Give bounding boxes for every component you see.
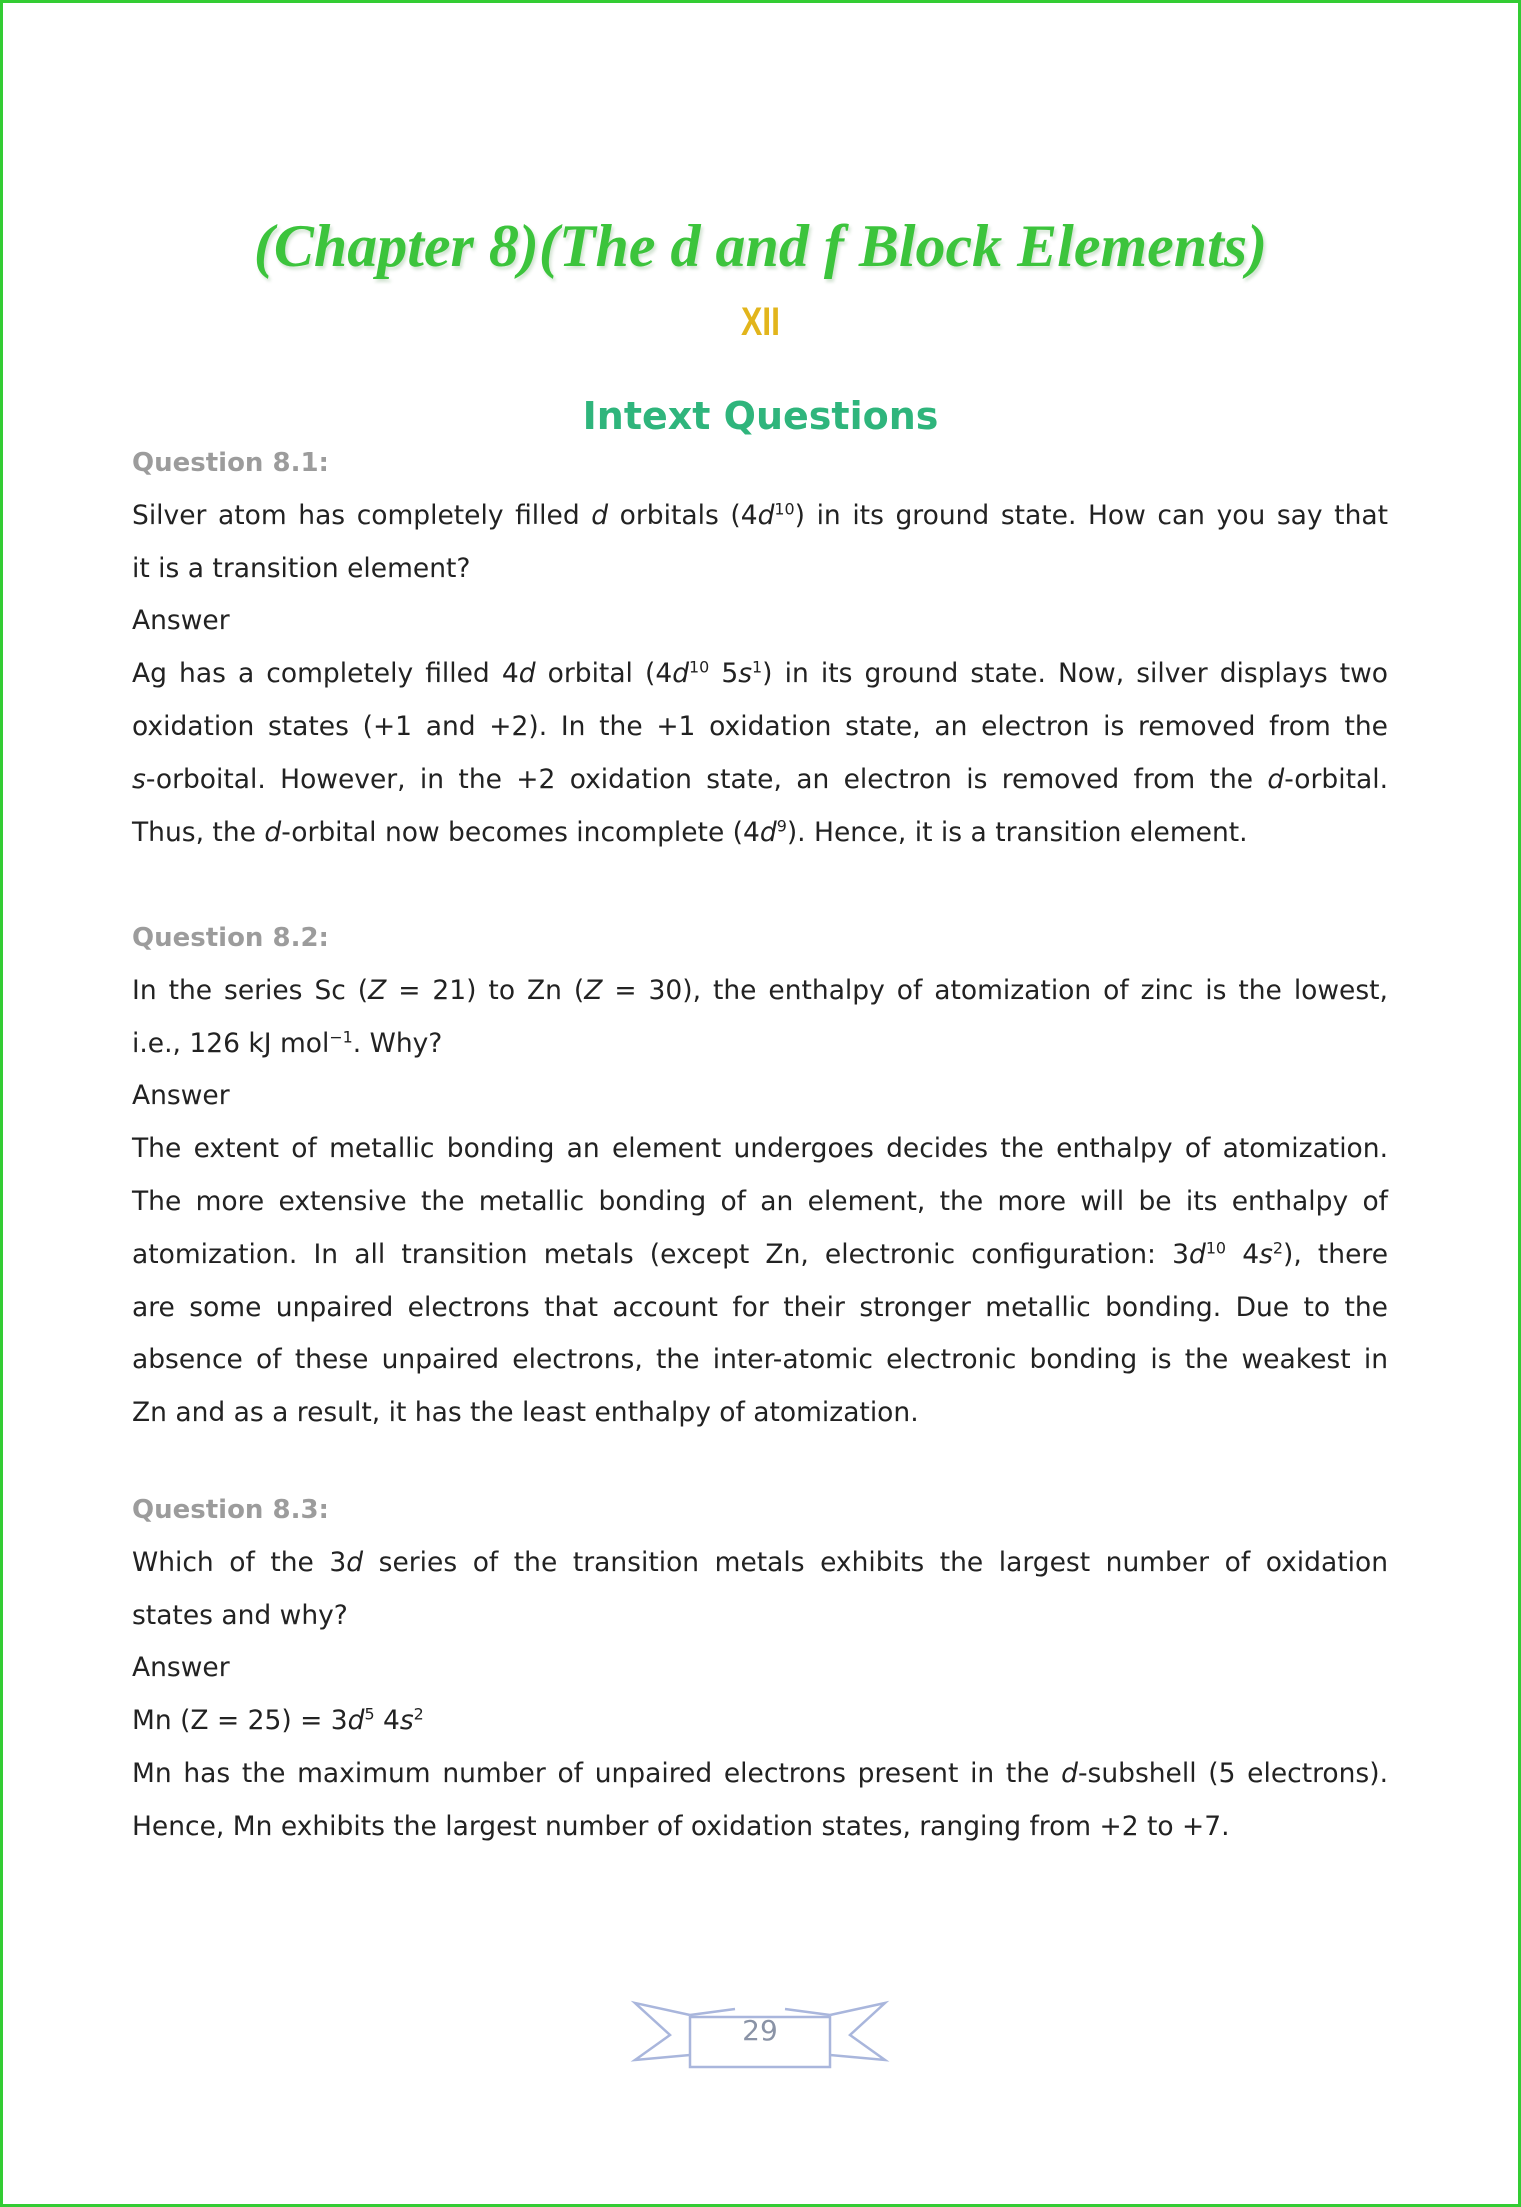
- text-run: 5: [709, 658, 739, 690]
- italic-symbol: d: [347, 1705, 365, 1737]
- answer-text-line: [132, 1748, 1388, 1801]
- answer-label: Answer: [132, 605, 230, 637]
- italic-symbol: d: [1267, 763, 1285, 795]
- text-run: states and why?: [132, 1599, 348, 1631]
- answer-text-line: [132, 1801, 1388, 1854]
- italic-symbol: d: [759, 816, 777, 848]
- text-run: The extent of metallic bonding an element undergoes decides the enthalpy of atomization.: [132, 1133, 1388, 1165]
- italic-symbol: s: [738, 658, 753, 690]
- text-run: Thus, the: [132, 816, 265, 848]
- text-run: Mn has the maximum number of unpaired electrons present in the: [132, 1757, 1062, 1789]
- text-run: atomization. In all transition metals (except Zn, electronic configuration: 3: [132, 1238, 1189, 1270]
- italic-symbol: Z: [368, 974, 387, 1006]
- text-run: . Why?: [352, 1027, 443, 1059]
- italic-symbol: d: [1188, 1238, 1206, 1270]
- text-run: -orboital. However, in the +2 oxidation state, an electron is removed from the: [145, 763, 1268, 795]
- answer-text-line: [132, 701, 1388, 754]
- text-run: absence of these unpaired electrons, the inter-atomic electronic bonding is the weakest in: [132, 1344, 1388, 1376]
- answer-label: Answer: [132, 1080, 230, 1112]
- answer-text-line: [132, 1695, 1388, 1748]
- question-block: [132, 437, 1388, 859]
- question-text-line: [132, 543, 1388, 596]
- italic-symbol: d: [672, 658, 690, 690]
- text-run: i.e., 126 kJ mol: [132, 1027, 330, 1059]
- question-label: Question 8.2:: [132, 923, 329, 953]
- question-text-line: [132, 1018, 1388, 1071]
- italic-symbol: d: [346, 1546, 364, 1578]
- text-run: ). Hence, it is a transition element.: [786, 816, 1248, 848]
- superscript: 9: [776, 816, 787, 836]
- text-run: Hence, Mn exhibits the largest number of oxidation states, ranging from +2 to +7.: [132, 1810, 1230, 1842]
- italic-symbol: s: [132, 763, 146, 795]
- question-text-line: [132, 965, 1388, 1018]
- text-run: Ag has a completely filled 4: [132, 658, 519, 690]
- text-run: ) in its ground state. How can you say that: [794, 499, 1388, 531]
- question-text-line: [132, 1537, 1388, 1590]
- answer-text-line: [132, 648, 1388, 701]
- text-run: Which of the 3: [132, 1546, 347, 1578]
- italic-symbol: s: [399, 1705, 414, 1737]
- answer-text-line: [132, 1229, 1388, 1282]
- page-number: 29: [742, 2014, 778, 2047]
- answer-text-line: [132, 1282, 1388, 1335]
- text-run: orbitals (4: [608, 499, 758, 531]
- class-grade: XII: [740, 300, 781, 344]
- answer-text-line: [132, 1176, 1388, 1229]
- text-run: In the series Sc (: [132, 974, 369, 1006]
- text-run: = 30), the enthalpy of atomization of zinc is the lowest,: [602, 974, 1388, 1006]
- answer-text-line: [132, 1334, 1388, 1387]
- text-run: 4: [1226, 1238, 1260, 1270]
- italic-symbol: s: [1259, 1238, 1273, 1270]
- italic-symbol: d: [757, 499, 775, 531]
- chapter-title: (Chapter 8)(The d and f Block Elements): [253, 213, 1268, 279]
- italic-symbol: d: [591, 499, 609, 531]
- text-run: it is a transition element?: [132, 552, 471, 584]
- superscript: 10: [689, 657, 710, 677]
- text-run: Zn and as a result, it has the least enthalpy of atomization.: [132, 1397, 919, 1429]
- italic-symbol: d: [1061, 1757, 1078, 1789]
- question-block: [132, 912, 1388, 1440]
- text-run: are some unpaired electrons that account for their stronger metallic bonding. Due to the: [132, 1291, 1388, 1323]
- superscript: 2: [413, 1704, 424, 1724]
- answer-text-line: [132, 807, 1388, 860]
- superscript: 10: [1205, 1238, 1227, 1258]
- question-text-line: [132, 490, 1388, 543]
- text-run: ) in its ground state. Now, silver displays two: [762, 658, 1388, 690]
- text-run: = 21) to Zn (: [386, 974, 585, 1006]
- superscript: 1: [752, 657, 763, 677]
- text-run: ), there: [1283, 1238, 1389, 1270]
- text-run: Mn (Z = 25) = 3: [132, 1705, 348, 1737]
- text-run: orbital (4: [535, 658, 673, 690]
- answer-label: Answer: [132, 1652, 230, 1684]
- question-block: [132, 1484, 1388, 1854]
- answer-text-line: [132, 1123, 1388, 1176]
- superscript: −1: [329, 1027, 353, 1047]
- text-run: -subshell (5 electrons).: [1077, 1757, 1388, 1789]
- italic-symbol: d: [518, 658, 536, 690]
- question-text-line: [132, 1590, 1388, 1643]
- text-run: The more extensive the metallic bonding of an element, the more will be its enthalpy of: [132, 1185, 1388, 1217]
- question-label: Question 8.3:: [132, 1495, 329, 1525]
- text-run: series of the transition metals exhibits the largest number of oxidation: [363, 1546, 1388, 1578]
- section-heading: Intext Questions: [582, 394, 939, 438]
- text-run: -orbital.: [1284, 763, 1388, 795]
- answer-text-line: [132, 754, 1388, 807]
- italic-symbol: Z: [584, 974, 603, 1006]
- superscript: 2: [1272, 1238, 1283, 1258]
- text-run: 4: [374, 1705, 400, 1737]
- italic-symbol: d: [264, 816, 282, 848]
- text-run: oxidation states (+1 and +2). In the +1 oxidation state, an electron is removed from the: [132, 710, 1388, 742]
- text-run: -orbital now becomes incomplete (4: [281, 816, 760, 848]
- answer-text-line: [132, 1387, 1388, 1440]
- superscript: 5: [364, 1704, 375, 1724]
- superscript: 10: [774, 499, 795, 519]
- text-run: Silver atom has completely filled: [132, 499, 592, 531]
- question-label: Question 8.1:: [132, 448, 329, 478]
